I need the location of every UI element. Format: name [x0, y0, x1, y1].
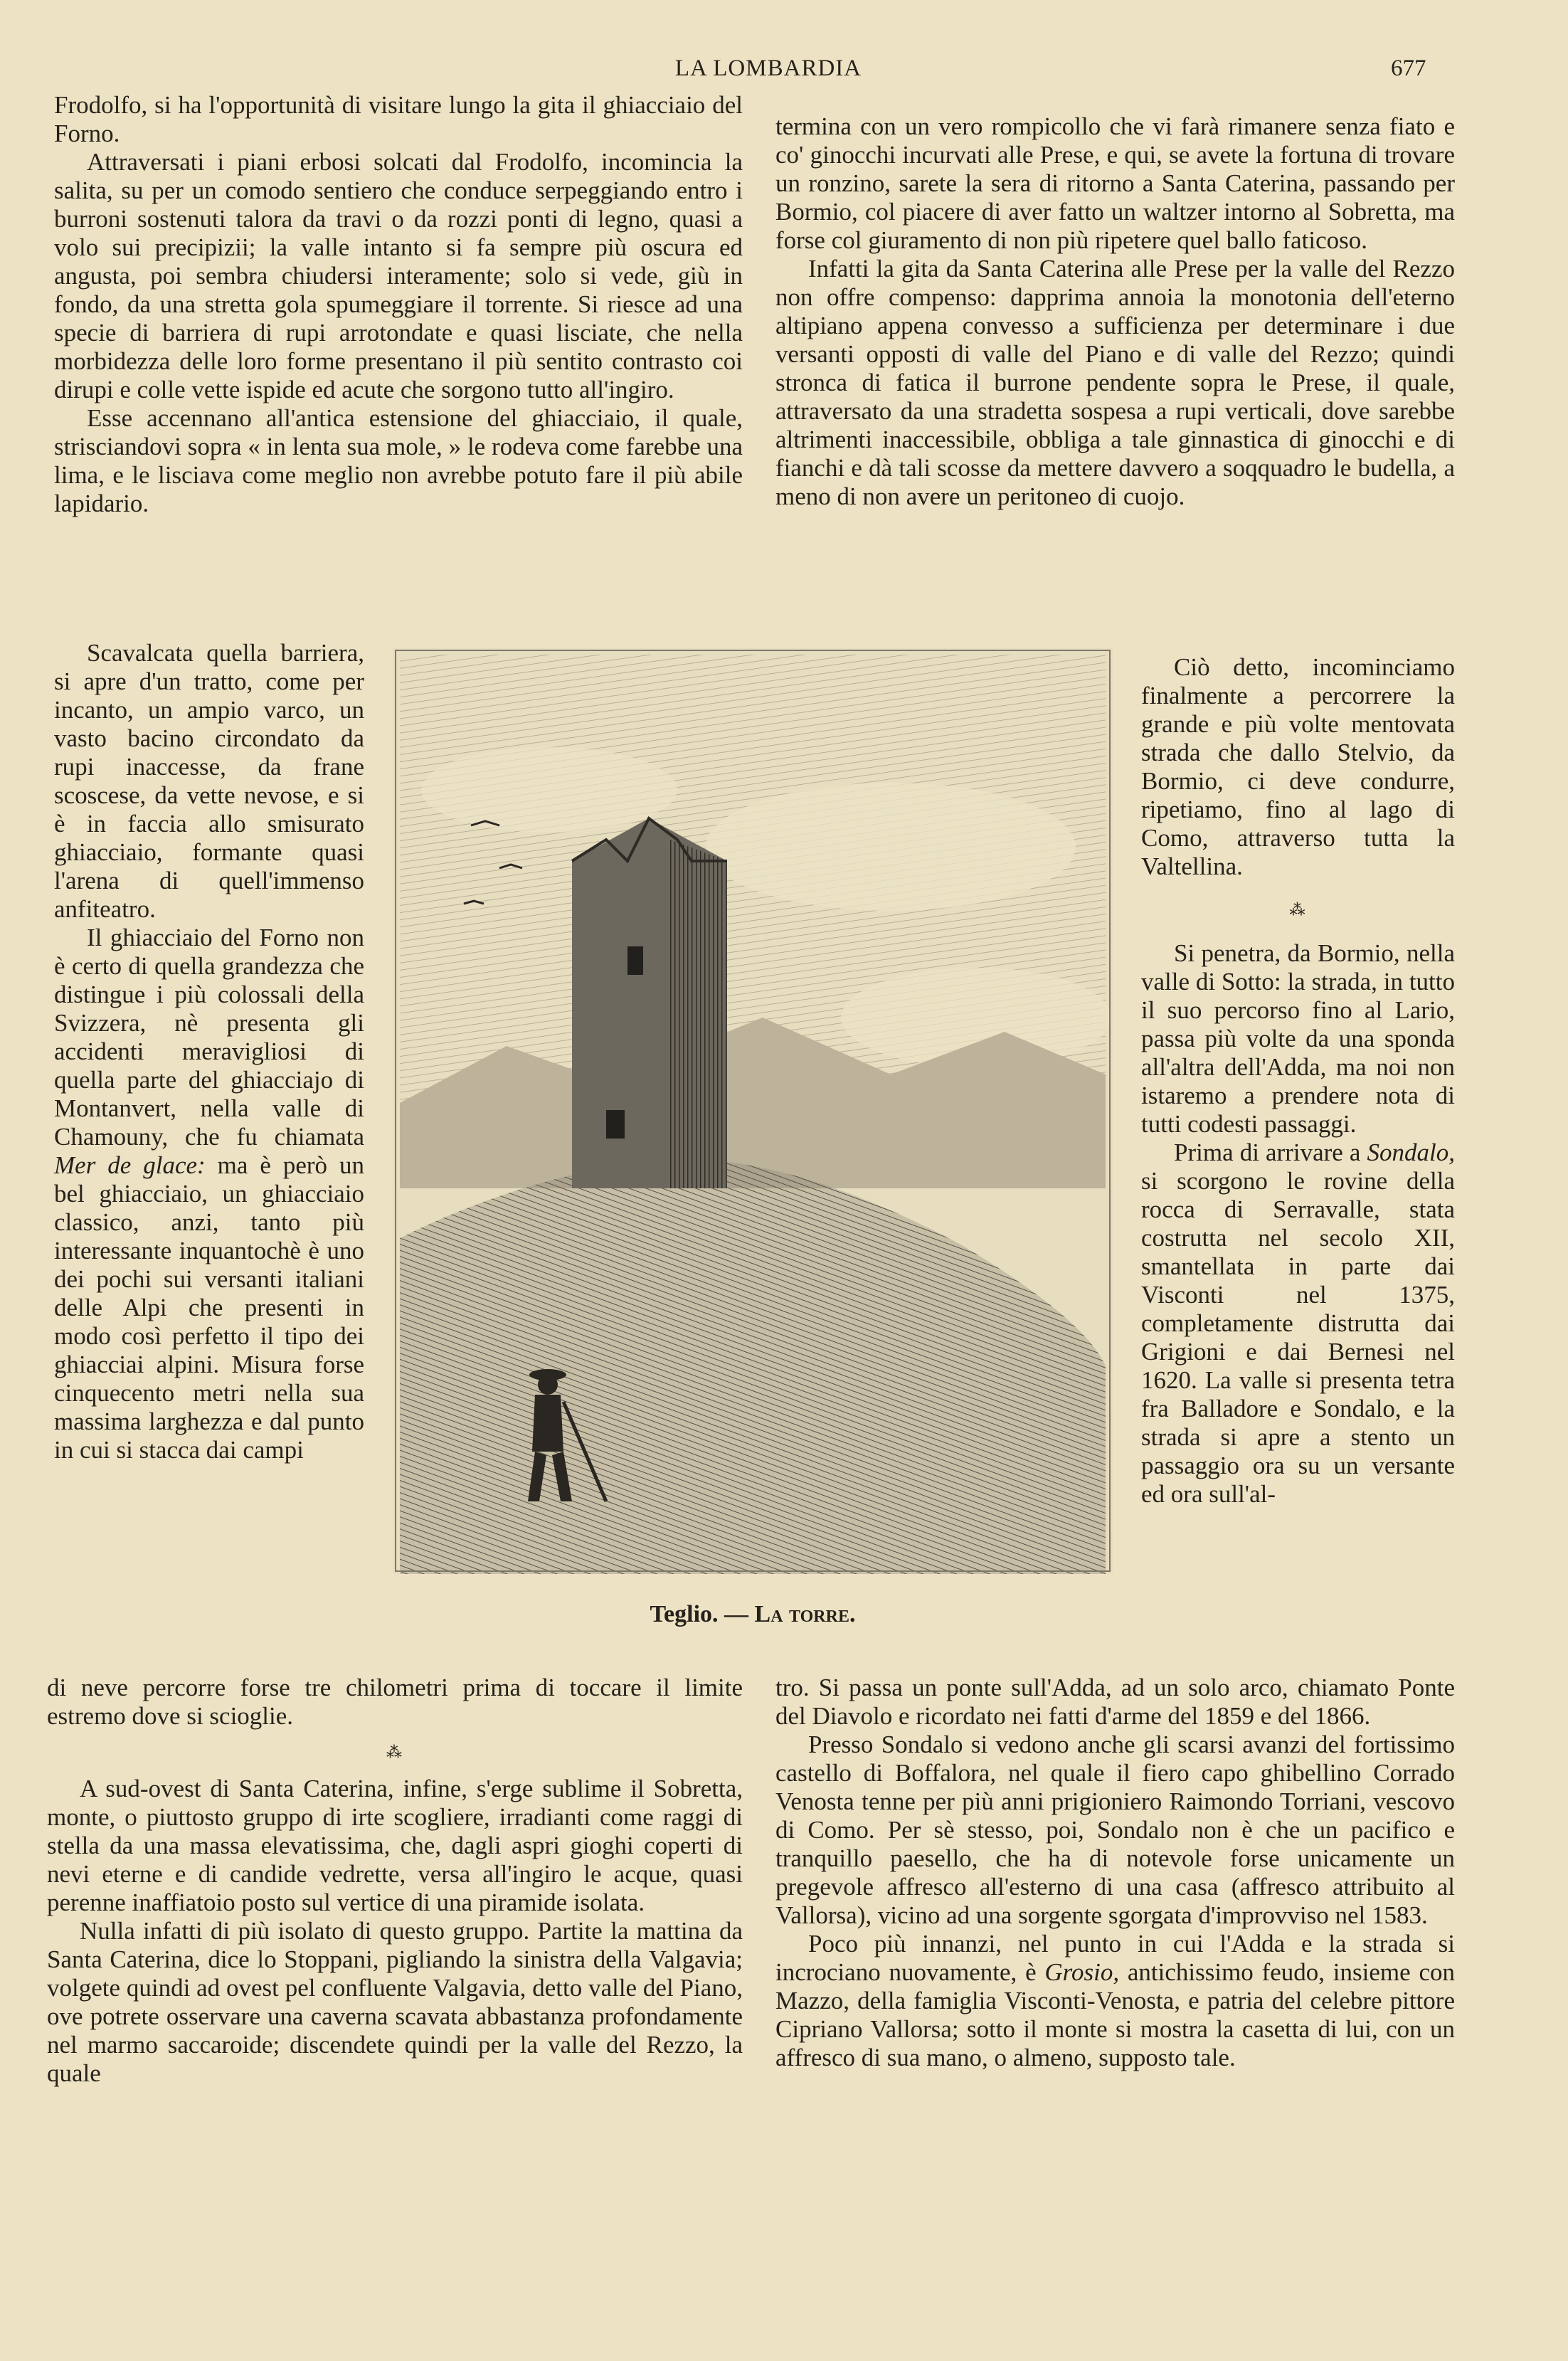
page-number: 677 — [1391, 56, 1426, 81]
left-column-narrow — [54, 639, 364, 1464]
paragraph-text: Prima di arrivare a — [1174, 1139, 1361, 1166]
left-column-top — [54, 91, 743, 518]
cloud — [706, 783, 1076, 911]
italic-place: Sondalo, — [1367, 1139, 1456, 1166]
paragraph: Attraversati i piani erbosi solcati dal Frodolfo, incomincia la salita, su per un comodo sentiero che conduce serpeggiando entro i burroni sostenuti talora da travi o da rozzi ponti di legno, quasi a volo sui precipizii; la valle intanto si fa sempre più oscura ed angusta, poi sembra chiudersi interamente; solo si vede, giù in fondo, da una stretta gola spumeggiare il torrente. Si riesce ad una specie di barriera di rupi arrotondate e quasi lisciate, che nella morbidezza delle loro forme presentano il più sentito contrasto coi dirupi e colle vette ispide ed acute che sorgono tutto all'ingiro. — [54, 148, 743, 403]
italic-place: Grosio, — [1044, 1958, 1120, 1986]
paragraph — [775, 1930, 1455, 2072]
left-column-bottom — [47, 1674, 743, 2088]
paragraph: Nulla infatti di più isolato di questo gruppo. Partite la mattina da Santa Caterina, dice lo Stoppani, pigliando la sinistra della Valgavia; volgete quindi ad ovest pel confluente Valgavia, detto valle del Piano, ove potrete osservare una caverna scavata abbastanza profondamente nel marmo saccaroide; discendete quindi per la valle del Rezzo, la quale — [47, 1917, 743, 2087]
paragraph: Infatti la gita da Santa Caterina alle Prese per la valle del Rezzo non offre compenso: dapprima annoia la monotonia dell'eterno altipiano appena convesso a sufficienza per determinare i due versanti opposti di valle del Piano e di valle del Rezzo; quindi stronca di fatica il burrone pendente sopra le Prese, il quale, attraversato da una stradetta sospesa a rupi verticali, dove sarebbe altrimenti inaccessibile, obbliga a tale ginnastica di ginocchi e di fianchi e dà tali scosse da mettere davvero a soqquadro le budella, a meno di non avere un peritoneo di cuojo. — [775, 255, 1455, 510]
right-column-top — [775, 112, 1455, 511]
paragraph: A sud-ovest di Santa Caterina, infine, s'erge sublime il Sobretta, monte, o piuttosto gruppo di irte scogliere, irradianti come raggi di stella da una massa elevatissima, che, dagli aspri gioghi coperti di nevi eterne e di candide vedrette, versa all'ingiro le acque, quasi perenne inaffiatoio posto sul vertice di una piramide isolata. — [47, 1775, 743, 1916]
paragraph-text: Il ghiacciaio del Forno non è certo di quella grandezza che distingue i più colossali della Svizzera, nè presenta gli accidenti meravigliosi di quella parte del ghiacciajo di Montanvert, nella valle di Chamouny, che fu chiamata — [54, 924, 364, 1151]
engraving-svg — [393, 648, 1113, 1574]
paragraph — [1141, 1139, 1455, 1509]
caption-place: Teglio. — — [650, 1601, 749, 1627]
paragraph: Frodolfo, si ha l'opportunità di visitare lungo la gita il ghiacciaio del Forno. — [54, 91, 743, 147]
paragraph: Si penetra, da Bormio, nella valle di Sotto: la strada, in tutto il suo percorso fino al Lario, passa più volte da una sponda all'altra dell'Adda, ma noi non istaremo a prendere nota di tutti codesti passaggi. — [1141, 939, 1455, 1138]
paragraph: Ciò detto, incominciamo finalmente a percorrere la grande e più volte mentovata strada che dallo Stelvio, da Bormio, ci deve condurre, ripetiamo, fino al lago di Como, attraverso tutta la Valtellina. — [1141, 653, 1455, 880]
paragraph: di neve percorre forse tre chilometri prima di toccare il limite estremo dove si scioglie. — [47, 1674, 743, 1730]
right-column-narrow — [1141, 653, 1455, 1509]
running-title: LA LOMBARDIA — [674, 56, 862, 81]
cloud — [421, 747, 677, 833]
paragraph: Esse accennano all'antica estensione del ghiacciaio, il quale, strisciandovi sopra « in lenta sua mole, » le rodeva come farebbe una lima, e le lisciava come meglio non avrebbe potuto fare il più abile lapidario. — [54, 404, 743, 517]
paragraph-text: Poco più innanzi, nel punto in cui l'Adda e la strada si incrociano nuovamente, è — [775, 1930, 1455, 1986]
italic-term: Mer de glace: — [54, 1151, 206, 1179]
section-separator: ⁂ — [386, 1743, 403, 1761]
paragraph: termina con un vero rompicollo che vi farà rimanere senza fiato e co' ginocchi incurvati alle Prese, e qui, se avete la fortuna di trovare un ronzino, sarete la sera di ritorno a Santa Caterina, passando per Bormio, col piacere di aver fatto un waltzer intorno al Sobretta, ma forse col giuramento di non più ripetere quel ballo faticoso. — [775, 112, 1455, 254]
tower-illustration — [393, 648, 1113, 1574]
section-separator: ⁂ — [1289, 901, 1307, 919]
paragraph-text: antichissimo feudo, insieme con Mazzo, della famiglia Visconti-Venosta, e patria del celebre pittore Cipriano Vallorsa; sotto il monte si mostra la casetta di lui, con un affresco di sua mano, o almeno, supposto tale. — [775, 1958, 1455, 2071]
paragraph: Presso Sondalo si vedono anche gli scarsi avanzi del fortissimo castello di Boffalora, nel quale il fiero capo ghibellino Corrado Venosta tenne per più anni prigioniero Raimondo Torriani, vescovo di Como. Per sè stesso, poi, Sondalo non è che un pacifico e tranquillo paesello, che ha di notevole forse unicamente un pregevole affresco all'esterno di una casa (affresco attribuito al Vallorsa), vicino ad una sorgente sgorgata d'improvviso nel 1583. — [775, 1731, 1455, 1929]
figure-caption — [393, 1601, 1113, 1628]
tower-window — [627, 946, 643, 975]
caption-subject: La torre. — [754, 1601, 856, 1627]
paragraph-text: si scorgono le rovine della rocca di Serravalle, stata costrutta nel secolo XII, smantellata in parte dai Visconti nel 1375, completamente distrutta dai Grigioni e dai Bernesi nel 1620. La valle si presenta tetra fra Balladore e Sondalo, e la strada si apre a stento un passaggio ora su un versante ed ora sull'al- — [1141, 1167, 1455, 1508]
tower-shadow-side — [670, 840, 727, 1188]
paragraph — [54, 924, 364, 1464]
paragraph-text: ma è però un bel ghiacciaio, un ghiacciaio classico, anzi, tanto più interessante inquantochè è uno dei pochi sui versanti italiani delle Alpi che presenti in modo così perfetto il tipo dei ghiacciai alpini. Misura forse cinquecento metri nella sua massima larghezza e dal punto in cui si stacca dai campi — [54, 1151, 364, 1464]
paragraph: tro. Si passa un ponte sull'Adda, ad un solo arco, chiamato Ponte del Diavolo e ricordato nei fatti d'arme del 1859 e del 1866. — [775, 1674, 1455, 1730]
right-column-bottom — [775, 1674, 1455, 2072]
paragraph: Scavalcata quella barriera, si apre d'un tratto, come per incanto, un ampio varco, un vasto bacino circondato da rupi inaccesse, da frane scoscese, da vette nevose, e si è in faccia allo smisurato ghiacciaio, formante quasi l'arena di quell'immenso anfiteatro. — [54, 639, 364, 923]
tower-window — [606, 1110, 625, 1139]
